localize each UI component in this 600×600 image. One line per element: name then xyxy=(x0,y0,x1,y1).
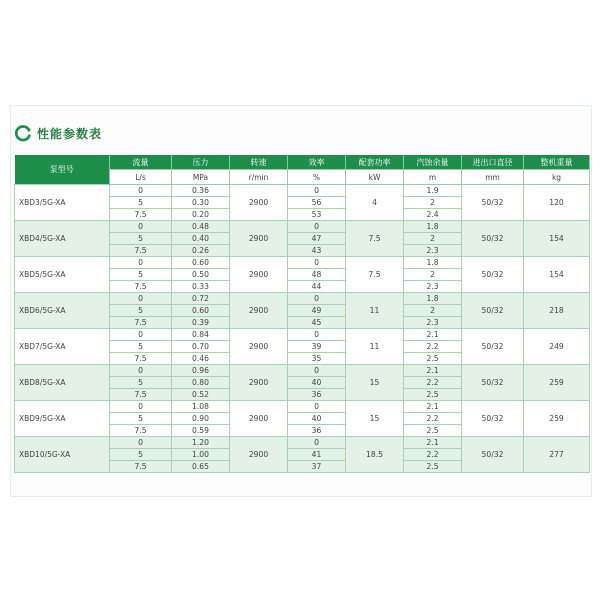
flow-cell: 7.5 xyxy=(110,389,172,401)
efficiency-cell: 53 xyxy=(288,209,346,221)
npsh-cell: 2.4 xyxy=(404,209,462,221)
weight-cell: 120 xyxy=(524,185,590,221)
npsh-cell: 2.3 xyxy=(404,317,462,329)
npsh-cell: 2 xyxy=(404,233,462,245)
table-row xyxy=(15,257,590,269)
pressure-cell: 0.60 xyxy=(172,257,230,269)
power-cell: 4 xyxy=(346,185,404,221)
table-row xyxy=(15,293,590,305)
unit-efficiency: % xyxy=(288,170,346,185)
pressure-cell: 0.84 xyxy=(172,329,230,341)
unit-pressure: MPa xyxy=(172,170,230,185)
flow-cell: 7.5 xyxy=(110,209,172,221)
flow-cell: 0 xyxy=(110,437,172,449)
pressure-cell: 0.40 xyxy=(172,233,230,245)
efficiency-cell: 36 xyxy=(288,389,346,401)
header-npsh: 汽蚀余量 xyxy=(404,155,462,170)
diameter-cell: 50/32 xyxy=(462,437,524,473)
npsh-cell: 2.1 xyxy=(404,329,462,341)
table-row xyxy=(15,221,590,233)
pressure-cell: 0.33 xyxy=(172,281,230,293)
efficiency-cell: 43 xyxy=(288,245,346,257)
efficiency-cell: 49 xyxy=(288,305,346,317)
efficiency-cell: 0 xyxy=(288,293,346,305)
diameter-cell: 50/32 xyxy=(462,401,524,437)
efficiency-cell: 45 xyxy=(288,317,346,329)
efficiency-cell: 0 xyxy=(288,257,346,269)
npsh-cell: 2.5 xyxy=(404,425,462,437)
pressure-cell: 0.26 xyxy=(172,245,230,257)
circle-arrow-icon xyxy=(14,124,32,142)
weight-cell: 259 xyxy=(524,401,590,437)
speed-cell: 2900 xyxy=(230,365,288,401)
header-flow: 流量 xyxy=(110,155,172,170)
flow-cell: 5 xyxy=(110,233,172,245)
pressure-cell: 0.39 xyxy=(172,317,230,329)
pressure-cell: 0.60 xyxy=(172,305,230,317)
header-speed: 转速 xyxy=(230,155,288,170)
model-cell: XBD4/5G-XA xyxy=(15,221,110,257)
unit-weight: kg xyxy=(524,170,590,185)
diameter-cell: 50/32 xyxy=(462,185,524,221)
npsh-cell: 2.1 xyxy=(404,401,462,413)
header-pressure: 压力 xyxy=(172,155,230,170)
efficiency-cell: 48 xyxy=(288,269,346,281)
table-row xyxy=(15,365,590,377)
header-efficiency: 效率 xyxy=(288,155,346,170)
table-row xyxy=(15,185,590,197)
flow-cell: 5 xyxy=(110,269,172,281)
flow-cell: 0 xyxy=(110,401,172,413)
speed-cell: 2900 xyxy=(230,401,288,437)
pressure-cell: 0.59 xyxy=(172,425,230,437)
table-body xyxy=(15,185,590,473)
pressure-cell: 0.80 xyxy=(172,377,230,389)
unit-npsh: m xyxy=(404,170,462,185)
pressure-cell: 0.36 xyxy=(172,185,230,197)
npsh-cell: 2.1 xyxy=(404,365,462,377)
pressure-cell: 0.20 xyxy=(172,209,230,221)
diameter-cell: 50/32 xyxy=(462,221,524,257)
npsh-cell: 1.8 xyxy=(404,293,462,305)
efficiency-cell: 40 xyxy=(288,413,346,425)
power-cell: 7.5 xyxy=(346,221,404,257)
diameter-cell: 50/32 xyxy=(462,293,524,329)
unit-diameter: mm xyxy=(462,170,524,185)
title-text: 性能参数表 xyxy=(37,126,103,141)
header-weight: 整机重量 xyxy=(524,155,590,170)
power-cell: 11 xyxy=(346,329,404,365)
efficiency-cell: 37 xyxy=(288,461,346,473)
efficiency-cell: 0 xyxy=(288,401,346,413)
model-cell: XBD9/5G-XA xyxy=(15,401,110,437)
weight-cell: 259 xyxy=(524,365,590,401)
pressure-cell: 1.00 xyxy=(172,449,230,461)
speed-cell: 2900 xyxy=(230,437,288,473)
flow-cell: 7.5 xyxy=(110,425,172,437)
table-row xyxy=(15,437,590,449)
model-cell: XBD3/5G-XA xyxy=(15,185,110,221)
model-cell: XBD10/5G-XA xyxy=(15,437,110,473)
weight-cell: 249 xyxy=(524,329,590,365)
weight-cell: 277 xyxy=(524,437,590,473)
flow-cell: 7.5 xyxy=(110,245,172,257)
efficiency-cell: 44 xyxy=(288,281,346,293)
model-cell: XBD8/5G-XA xyxy=(15,365,110,401)
npsh-cell: 2.2 xyxy=(404,377,462,389)
flow-cell: 7.5 xyxy=(110,353,172,365)
flow-cell: 5 xyxy=(110,197,172,209)
npsh-cell: 2.2 xyxy=(404,341,462,353)
npsh-cell: 2.2 xyxy=(404,413,462,425)
speed-cell: 2900 xyxy=(230,221,288,257)
pressure-cell: 0.72 xyxy=(172,293,230,305)
npsh-cell: 2.5 xyxy=(404,389,462,401)
npsh-cell: 1.9 xyxy=(404,185,462,197)
diameter-cell: 50/32 xyxy=(462,329,524,365)
npsh-cell: 2.5 xyxy=(404,353,462,365)
flow-cell: 0 xyxy=(110,257,172,269)
npsh-cell: 1.8 xyxy=(404,257,462,269)
npsh-cell: 1.8 xyxy=(404,221,462,233)
flow-cell: 0 xyxy=(110,329,172,341)
pressure-cell: 1.08 xyxy=(172,401,230,413)
flow-cell: 7.5 xyxy=(110,461,172,473)
speed-cell: 2900 xyxy=(230,257,288,293)
pressure-cell: 0.30 xyxy=(172,197,230,209)
efficiency-cell: 0 xyxy=(288,329,346,341)
npsh-cell: 2.1 xyxy=(404,437,462,449)
efficiency-cell: 36 xyxy=(288,425,346,437)
unit-speed: r/min xyxy=(230,170,288,185)
npsh-cell: 2 xyxy=(404,269,462,281)
npsh-cell: 2 xyxy=(404,197,462,209)
flow-cell: 5 xyxy=(110,305,172,317)
speed-cell: 2900 xyxy=(230,329,288,365)
diameter-cell: 50/32 xyxy=(462,365,524,401)
flow-cell: 5 xyxy=(110,413,172,425)
power-cell: 7.5 xyxy=(346,257,404,293)
header-diameter: 进出口直径 xyxy=(462,155,524,170)
unit-flow: L/s xyxy=(110,170,172,185)
table-row xyxy=(15,401,590,413)
flow-cell: 5 xyxy=(110,341,172,353)
pressure-cell: 0.46 xyxy=(172,353,230,365)
power-cell: 15 xyxy=(346,365,404,401)
power-cell: 11 xyxy=(346,293,404,329)
pressure-cell: 0.48 xyxy=(172,221,230,233)
flow-cell: 0 xyxy=(110,293,172,305)
pressure-cell: 1.20 xyxy=(172,437,230,449)
weight-cell: 154 xyxy=(524,257,590,293)
efficiency-cell: 35 xyxy=(288,353,346,365)
efficiency-cell: 40 xyxy=(288,377,346,389)
npsh-cell: 2.3 xyxy=(404,281,462,293)
efficiency-cell: 0 xyxy=(288,437,346,449)
efficiency-cell: 0 xyxy=(288,365,346,377)
performance-table xyxy=(14,155,590,473)
section-title xyxy=(14,124,102,142)
flow-cell: 0 xyxy=(110,221,172,233)
weight-cell: 218 xyxy=(524,293,590,329)
efficiency-cell: 47 xyxy=(288,233,346,245)
flow-cell: 0 xyxy=(110,185,172,197)
power-cell: 18.5 xyxy=(346,437,404,473)
npsh-cell: 2.2 xyxy=(404,449,462,461)
npsh-cell: 2.5 xyxy=(404,461,462,473)
flow-cell: 7.5 xyxy=(110,317,172,329)
efficiency-cell: 0 xyxy=(288,185,346,197)
efficiency-cell: 39 xyxy=(288,341,346,353)
header-row xyxy=(15,155,590,170)
flow-cell: 5 xyxy=(110,377,172,389)
pressure-cell: 0.52 xyxy=(172,389,230,401)
flow-cell: 0 xyxy=(110,365,172,377)
flow-cell: 5 xyxy=(110,449,172,461)
efficiency-cell: 56 xyxy=(288,197,346,209)
model-cell: XBD7/5G-XA xyxy=(15,329,110,365)
pressure-cell: 0.96 xyxy=(172,365,230,377)
speed-cell: 2900 xyxy=(230,293,288,329)
diameter-cell: 50/32 xyxy=(462,257,524,293)
table-row xyxy=(15,329,590,341)
efficiency-cell: 0 xyxy=(288,221,346,233)
pressure-cell: 0.50 xyxy=(172,269,230,281)
weight-cell: 154 xyxy=(524,221,590,257)
flow-cell: 7.5 xyxy=(110,281,172,293)
model-cell: XBD6/5G-XA xyxy=(15,293,110,329)
npsh-cell: 2 xyxy=(404,305,462,317)
pressure-cell: 0.90 xyxy=(172,413,230,425)
npsh-cell: 2.3 xyxy=(404,245,462,257)
header-model: 泵型号 xyxy=(15,155,110,185)
model-cell: XBD5/5G-XA xyxy=(15,257,110,293)
unit-power: kW xyxy=(346,170,404,185)
efficiency-cell: 41 xyxy=(288,449,346,461)
pressure-cell: 0.70 xyxy=(172,341,230,353)
header-power: 配套功率 xyxy=(346,155,404,170)
power-cell: 15 xyxy=(346,401,404,437)
speed-cell: 2900 xyxy=(230,185,288,221)
pressure-cell: 0.65 xyxy=(172,461,230,473)
